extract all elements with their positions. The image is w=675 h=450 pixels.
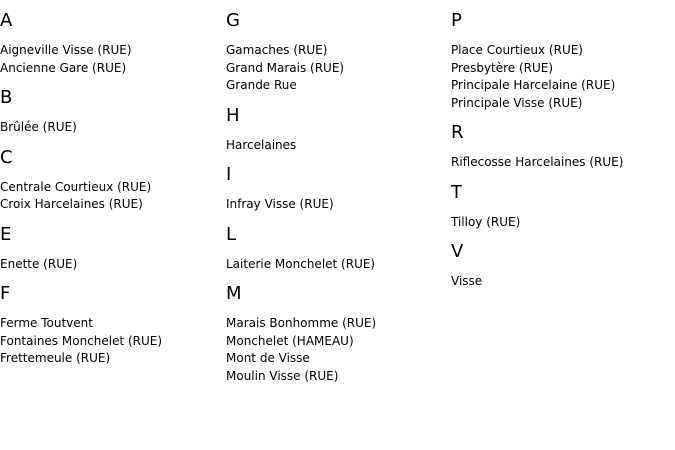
- street-list: [226, 137, 450, 155]
- street-link[interactable]: Presbytère (RUE): [451, 60, 554, 75]
- street-link[interactable]: Principale Harcelaine (RUE): [451, 78, 616, 92]
- letter-section: [0, 146, 225, 214]
- section-letter-heading: B: [0, 87, 13, 108]
- street-link[interactable]: Moulin Visse (RUE): [226, 368, 339, 383]
- section-letter-heading: P: [451, 10, 462, 31]
- street-link[interactable]: Gamaches (RUE): [226, 43, 328, 57]
- section-letter-heading: L: [226, 223, 237, 245]
- letter-section: [451, 240, 675, 291]
- street-link[interactable]: Aigneville Visse (RUE): [0, 43, 132, 57]
- letter-section: [451, 9, 675, 112]
- street-list: [0, 42, 225, 77]
- street-link[interactable]: Infray Visse (RUE): [226, 197, 334, 211]
- section-letter-heading: T: [451, 181, 462, 203]
- section-letter-heading: F: [0, 283, 11, 304]
- street-link[interactable]: Mont de Visse: [226, 351, 310, 365]
- street-link[interactable]: Fontaines Monchelet (RUE): [0, 333, 163, 348]
- street-link[interactable]: Riflecosse Harcelaines (RUE): [451, 155, 624, 169]
- letter-section: [226, 104, 450, 155]
- letter-section: [226, 282, 450, 385]
- street-link[interactable]: Frettemeule (RUE): [0, 351, 111, 365]
- index-column: [225, 0, 450, 450]
- section-letter-heading: R: [451, 122, 464, 143]
- street-list: [451, 214, 675, 232]
- street-link[interactable]: Grand Marais (RUE): [226, 60, 345, 75]
- street-link[interactable]: Grande Rue: [226, 78, 297, 92]
- street-list: [0, 315, 225, 368]
- street-link[interactable]: Visse: [451, 274, 483, 288]
- street-link[interactable]: Ferme Toutvent: [0, 316, 93, 330]
- street-link[interactable]: Centrale Courtieux (RUE): [0, 179, 152, 194]
- street-link[interactable]: Tilloy (RUE): [451, 214, 521, 229]
- letter-section: [226, 9, 450, 95]
- street-list: [451, 42, 675, 112]
- letter-section: [0, 86, 225, 137]
- street-link[interactable]: Croix Harcelaines (RUE): [0, 197, 143, 211]
- street-list: [0, 179, 225, 214]
- street-list: [451, 154, 675, 172]
- street-list: [226, 315, 450, 385]
- street-link[interactable]: Laiterie Monchelet (RUE): [226, 256, 376, 271]
- street-list: [451, 273, 675, 291]
- street-list: [226, 196, 450, 214]
- street-list: [0, 119, 225, 137]
- letter-section: [451, 121, 675, 172]
- street-link[interactable]: Marais Bonhomme (RUE): [226, 316, 377, 330]
- letter-section: [226, 163, 450, 214]
- section-letter-heading: G: [226, 10, 240, 31]
- section-letter-heading: A: [0, 10, 13, 31]
- section-letter-heading: M: [226, 283, 242, 304]
- street-link[interactable]: Harcelaines: [226, 137, 297, 152]
- letter-section: [0, 223, 225, 274]
- street-link[interactable]: Ancienne Gare (RUE): [0, 60, 127, 75]
- section-letter-heading: V: [451, 241, 464, 262]
- letter-section: [0, 282, 225, 368]
- street-link[interactable]: Brûlée (RUE): [0, 120, 77, 134]
- street-list: [0, 256, 225, 274]
- section-letter-heading: C: [0, 146, 13, 168]
- section-letter-heading: E: [0, 223, 12, 245]
- index-column: [0, 0, 225, 450]
- street-link[interactable]: Place Courtieux (RUE): [451, 43, 583, 57]
- section-letter-heading: H: [226, 104, 240, 126]
- section-letter-heading: I: [226, 164, 232, 185]
- street-list: [226, 256, 450, 274]
- street-link[interactable]: Monchelet (HAMEAU): [226, 333, 354, 348]
- index-column: [450, 0, 675, 450]
- letter-section: [226, 223, 450, 274]
- street-link[interactable]: Enette (RUE): [0, 256, 78, 271]
- letter-section: [451, 181, 675, 232]
- letter-section: [0, 9, 225, 77]
- street-list: [226, 42, 450, 95]
- street-link[interactable]: Principale Visse (RUE): [451, 95, 583, 110]
